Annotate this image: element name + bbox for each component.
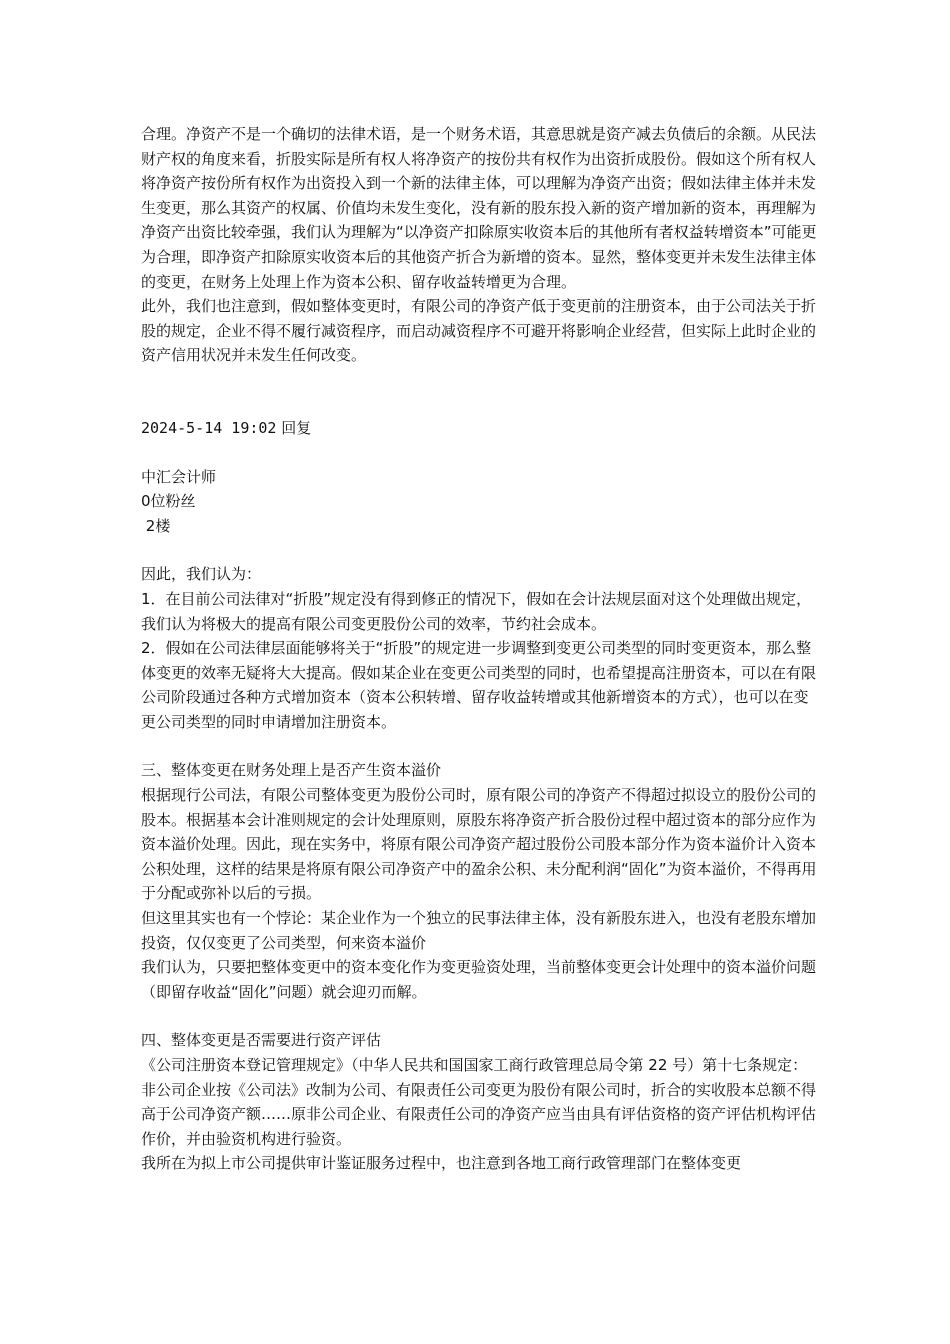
author-name[interactable]: 中汇会计师: [141, 467, 217, 486]
post-paragraph-3: 2．假如在公司法律层面能够将关于“折股”的规定进一步调整到变更公司类型的同时变更资本，那么整体变更的效率无疑将大大提高。假如某企业在变更公司类型的同时，也希望提高注册资本，可以在有限公司阶段通过各种方式增加资本（资本公积转增、留存收益转增或其他新增资本的方式），也可以在变更公司类型的同时申请增加注册资本。: [141, 639, 817, 731]
document-body: [141, 122, 821, 1176]
section4-paragraph-2: 我所在为拟上市公司提供审计鉴证服务过程中，也注意到各地工商行政管理部门在整体变更: [141, 1154, 742, 1173]
reply-link[interactable]: 回复: [281, 418, 312, 437]
spacer: [141, 441, 821, 465]
post-paragraph-1: 因此，我们认为：: [141, 565, 262, 584]
spacer: [141, 368, 821, 416]
section4-heading: 四、整体变更是否需要进行资产评估: [141, 1031, 382, 1050]
reply-line: [141, 416, 821, 441]
floor-number: [141, 514, 821, 539]
spacer: [141, 1004, 821, 1028]
section3-paragraph-2: 但这里其实也有一个悖论：某企业作为一个独立的民事法律主体，没有新股东进入，也没有老股东增加投资，仅仅变更了公司类型，何来资本溢价: [141, 909, 817, 952]
post-paragraph-2: 1．在目前公司法律对“折股”规定没有得到修正的情况下，假如在会计法规层面对这个处理做出规定，我们认为将极大的提高有限公司变更股份公司的效率，节约社会成本。: [141, 589, 812, 633]
section3-paragraph-3: 我们认为，只要把整体变更中的资本变化作为变更验资处理，当前整体变更会计处理中的资本溢价问题（即留存收益“固化”问题）就会迎刃而解。: [141, 958, 817, 1001]
author-fans: 0位粉丝: [141, 492, 196, 511]
reply-timestamp: 2024-5-14 19:02: [141, 418, 277, 437]
section3-heading: 三、整体变更在财务处理上是否产生资本溢价: [141, 761, 442, 780]
floor-label: 2楼: [145, 516, 171, 535]
section4-paragraph-1: 《公司注册资本登记管理规定》（中华人民共和国国家工商行政管理总局令第 22 号）第十七条规定：非公司企业按《公司法》改制为公司、有限责任公司变更为股份有限公司时，折合的实收股本总额不得高于公司净资产额……原非公司企业、有限责任公司的净资产应当由具有评估资格的资产评估机构评估作价，并由验资机构进行验资。: [141, 1056, 817, 1148]
intro-paragraph-1: 合理。净资产不是一个确切的法律术语，是一个财务术语，其意思就是资产减去负债后的余额。从民法财产权的角度来看，折股实际是所有权人将净资产的按份共有权作为出资折成股份。假如这个所有权人将净资产按份所有权作为出资投入到一个新的法律主体，可以理解为净资产出资；假如法律主体并未发生变更，那么其资产的权属、价值均未发生变化，没有新的股东投入新的资产增加新的资本，再理解为净资产出资比较牵强，我们认为理解为“以净资产扣除原实收资本后的其他所有者权益转增资本”可能更为合理，即净资产扣除原实收资本后的其他资产折合为新增的资本。显然，整体变更并未发生法律主体的变更，在财务上处理上作为资本公积、留存收益转增更为合理。: [141, 125, 817, 291]
intro-paragraph-2: 此外，我们也注意到，假如整体变更时，有限公司的净资产低于变更前的注册资本，由于公司法关于折股的规定，企业不得不履行减资程序，而启动减资程序不可避开将影响企业经营，但实际上此时企业的资产信用状况并未发生任何改变。: [141, 297, 817, 365]
section3-paragraph-1: 根据现行公司法，有限公司整体变更为股份公司时，原有限公司的净资产不得超过拟设立的股份公司的股本。根据基本会计准则规定的会计处理原则，原股东将净资产折合股份过程中超过资本的部分应作为资本溢价处理。因此，现在实务中，将原有限公司净资产超过股份公司股本部分作为资本溢价计入资本公积处理，这样的结果是将原有限公司净资产中的盈余公积、未分配利润“固化”为资本溢价，不得再用于分配或弥补以后的亏损。: [141, 786, 817, 903]
spacer: [141, 734, 821, 758]
spacer: [141, 538, 821, 562]
